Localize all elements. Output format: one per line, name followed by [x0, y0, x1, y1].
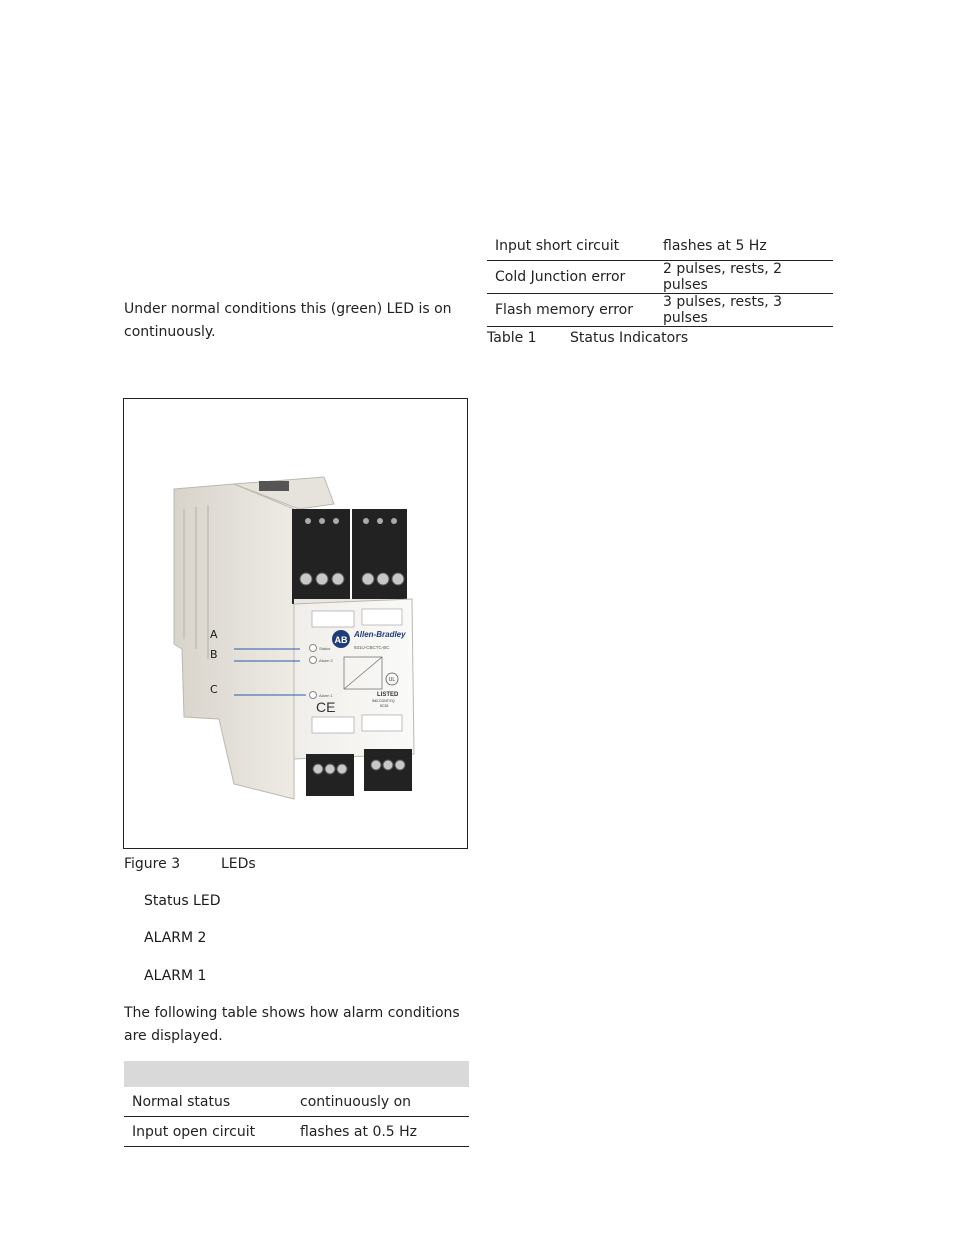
- status-led-icon: [310, 645, 317, 652]
- legend-item-a: Status LED: [144, 893, 221, 909]
- status-table-continued: [487, 231, 833, 327]
- device-logo: AB: [334, 635, 348, 645]
- table-caption: [487, 330, 688, 346]
- table-row: [487, 294, 833, 327]
- ul-mark: UL: [388, 677, 396, 683]
- figure-caption: [124, 856, 256, 872]
- listed-label: LISTED: [377, 692, 399, 698]
- callout-c: C: [210, 683, 218, 696]
- figure-frame: [123, 398, 468, 849]
- callout-b: B: [210, 648, 218, 661]
- indication-cell: 2 pulses, rests, 2 pulses: [655, 261, 833, 294]
- table-caption-number: Table 1: [487, 330, 537, 346]
- table-row: [487, 261, 833, 294]
- intro-paragraph: Under normal conditions this (green) LED is on continuously.: [124, 301, 452, 340]
- status-table: [124, 1087, 469, 1147]
- table-row: [487, 231, 833, 261]
- indication-cell: 3 pulses, rests, 3 pulses: [655, 294, 833, 327]
- alarm1-led-icon: [310, 692, 317, 699]
- table-caption-title: Status Indicators: [570, 330, 689, 346]
- condition-cell: Normal status: [124, 1087, 292, 1117]
- figure-caption-number: Figure 3: [124, 856, 181, 872]
- listed-code-label: 5C33: [380, 704, 389, 708]
- alarm1-led-label: Alarm 1: [319, 693, 333, 698]
- indication-cell: continuously on: [292, 1087, 469, 1117]
- condition-cell: Input short circuit: [487, 231, 655, 261]
- condition-cell: Flash memory error: [487, 294, 655, 327]
- indication-cell: flashes at 0.5 Hz: [292, 1117, 469, 1147]
- alarm2-led-icon: [310, 657, 317, 664]
- figure-caption-title: LEDs: [221, 856, 256, 872]
- legend-item-c: ALARM 1: [144, 968, 207, 984]
- device-photo: [124, 399, 467, 848]
- condition-cell: Cold Junction error: [487, 261, 655, 294]
- device-brand: Allen-Bradley: [354, 630, 406, 639]
- alarm2-led-label: Alarm 2: [319, 658, 333, 663]
- callout-a: A: [210, 628, 218, 641]
- condition-cell: Input open circuit: [124, 1117, 292, 1147]
- table-header-bar: [124, 1061, 469, 1087]
- legend-item-b: ALARM 2: [144, 930, 207, 946]
- device-model: 931U-CBCTC-BC: [354, 645, 390, 650]
- table-row: [124, 1087, 469, 1117]
- lead-paragraph: The following table shows how alarm conditions are displayed.: [124, 1005, 460, 1044]
- table-row: [124, 1117, 469, 1147]
- ce-mark: CE: [316, 699, 336, 715]
- status-led-label: Status: [319, 646, 331, 651]
- indication-cell: flashes at 5 Hz: [655, 231, 833, 261]
- listed-sub-label: IND.CONT.EQ: [372, 699, 395, 703]
